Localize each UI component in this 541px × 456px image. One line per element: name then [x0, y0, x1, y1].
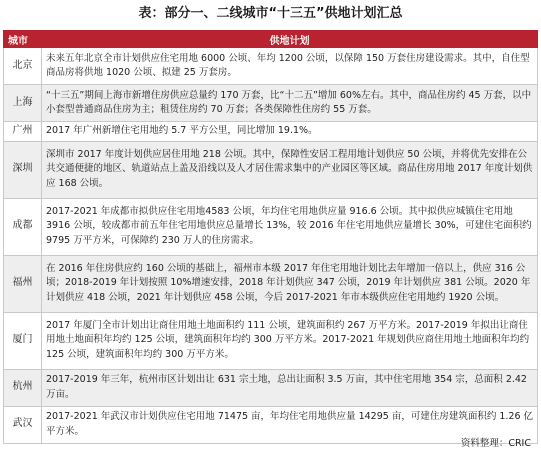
plan-cell	[42, 85, 538, 122]
table-row	[4, 85, 538, 122]
table-row	[4, 141, 538, 198]
header-city: 城市	[4, 31, 42, 48]
plan-text: “十三五”期间上海市新增住房供应总量约 170 万套，比“十二五”增加 60%左右。其中，商品住房约 45 万套，以中小套型普通商品住房为主；租赁住房约 70 万套；各类保障性住房约 55 万套。	[46, 89, 532, 115]
plan-text: 2017 年厦门全市计划出让商住用地土地面积约 111 公顷，建筑面积约 267 万平方米。2017-2019 年拟出让商住用地土地面积年均约 125 公顷，建筑面积年均约 300 万平方米。2017-2021 年规划供应商住用地土地面积年均约 125 公顷，建筑面积年均约 300 万平方米。	[46, 319, 530, 360]
plan-cell	[42, 48, 538, 85]
city-cell: 深圳	[4, 141, 42, 198]
city-cell: 杭州	[4, 369, 42, 406]
table-row	[4, 48, 538, 85]
table-row	[4, 255, 538, 312]
plan-text: 2017 年广州新增住宅用地约 5.7 平方公里，同比增加 19.1%。	[46, 125, 318, 136]
table-header-row	[4, 31, 538, 48]
plan-text: 2017-2021 年武汉市计划供应住宅用地 71475 亩，年均住宅用地供应量 14295 亩，可建住房建筑面积约 1.26 亿平方米。	[46, 411, 533, 437]
plan-cell	[42, 198, 538, 255]
city-cell: 厦门	[4, 312, 42, 369]
plan-cell	[42, 369, 538, 406]
city-cell: 上海	[4, 85, 42, 122]
plan-text: 未来五年北京全市计划供应住宅用地 6000 公顷、年均 1200 公顷，以保障 150 万套住房建设需求。其中，自住型商品房将供地 1020 公顷、拟建 25 万套房。	[46, 52, 530, 78]
table-row	[4, 122, 538, 142]
table-title: 表：部分一、二线城市“十三五”供地计划汇总	[138, 6, 403, 21]
source-note: 资料整理：CRIC	[460, 438, 531, 449]
header-plan: 供地计划	[42, 31, 538, 48]
table-row	[4, 369, 538, 406]
plan-cell	[42, 255, 538, 312]
plan-cell	[42, 312, 538, 369]
city-cell: 武汉	[4, 406, 42, 443]
table-row	[4, 406, 538, 443]
plan-cell	[42, 122, 538, 142]
city-cell: 北京	[4, 48, 42, 85]
plan-text: 2017-2021 年成都市拟供应住宅用地4583 公顷，年均住宅用地供应量 916.6 公顷。其中拟供应城镇住宅用地 3916 公顷，较成都市前五年住宅用地供应总量增长 13%，较 2016 年住宅用地供应量增长 30%，可建住宅面积约 9795 万平方米，可保障约 230 万人的住房需求。	[46, 205, 532, 246]
plan-text: 深圳市 2017 年度计划供应居住用地 218 公顷。其中，保障性安居工程用地计划供应 50 公顷，并将优先安排在公共交通便捷的地区、轨道站点上盖及沿线以及人才居住需求集中的产业园区等区域。商品住房用地 2017 年度计划供应 168 公顷。	[46, 148, 533, 189]
plan-text: 在 2016 年住房供应约 160 公顷的基础上，福州市本级 2017 年住宅用地计划比去年增加一倍以上，供应 316 公顷；2018-2019 年计划按照 10%增速安排，2018 年计划供应 347 公顷，2019 年计划供应 381 公顷。2020 年计划供应 418 公顷，2021 年计划供应 458 公顷，今后 2017-2021 年市本级供应住宅用地约 1920 公顷。	[46, 262, 531, 303]
plan-text: 2017-2019 年三年，杭州市区计划出让 631 宗土地，总出让面积 3.5 万亩，其中住宅用地 354 宗，总面积 2.42 万亩。	[46, 374, 527, 400]
table-row	[4, 312, 538, 369]
plan-cell	[42, 141, 538, 198]
city-cell: 广州	[4, 122, 42, 142]
city-cell: 成都	[4, 198, 42, 255]
land-supply-table	[3, 30, 538, 444]
table-row	[4, 198, 538, 255]
city-cell: 福州	[4, 255, 42, 312]
